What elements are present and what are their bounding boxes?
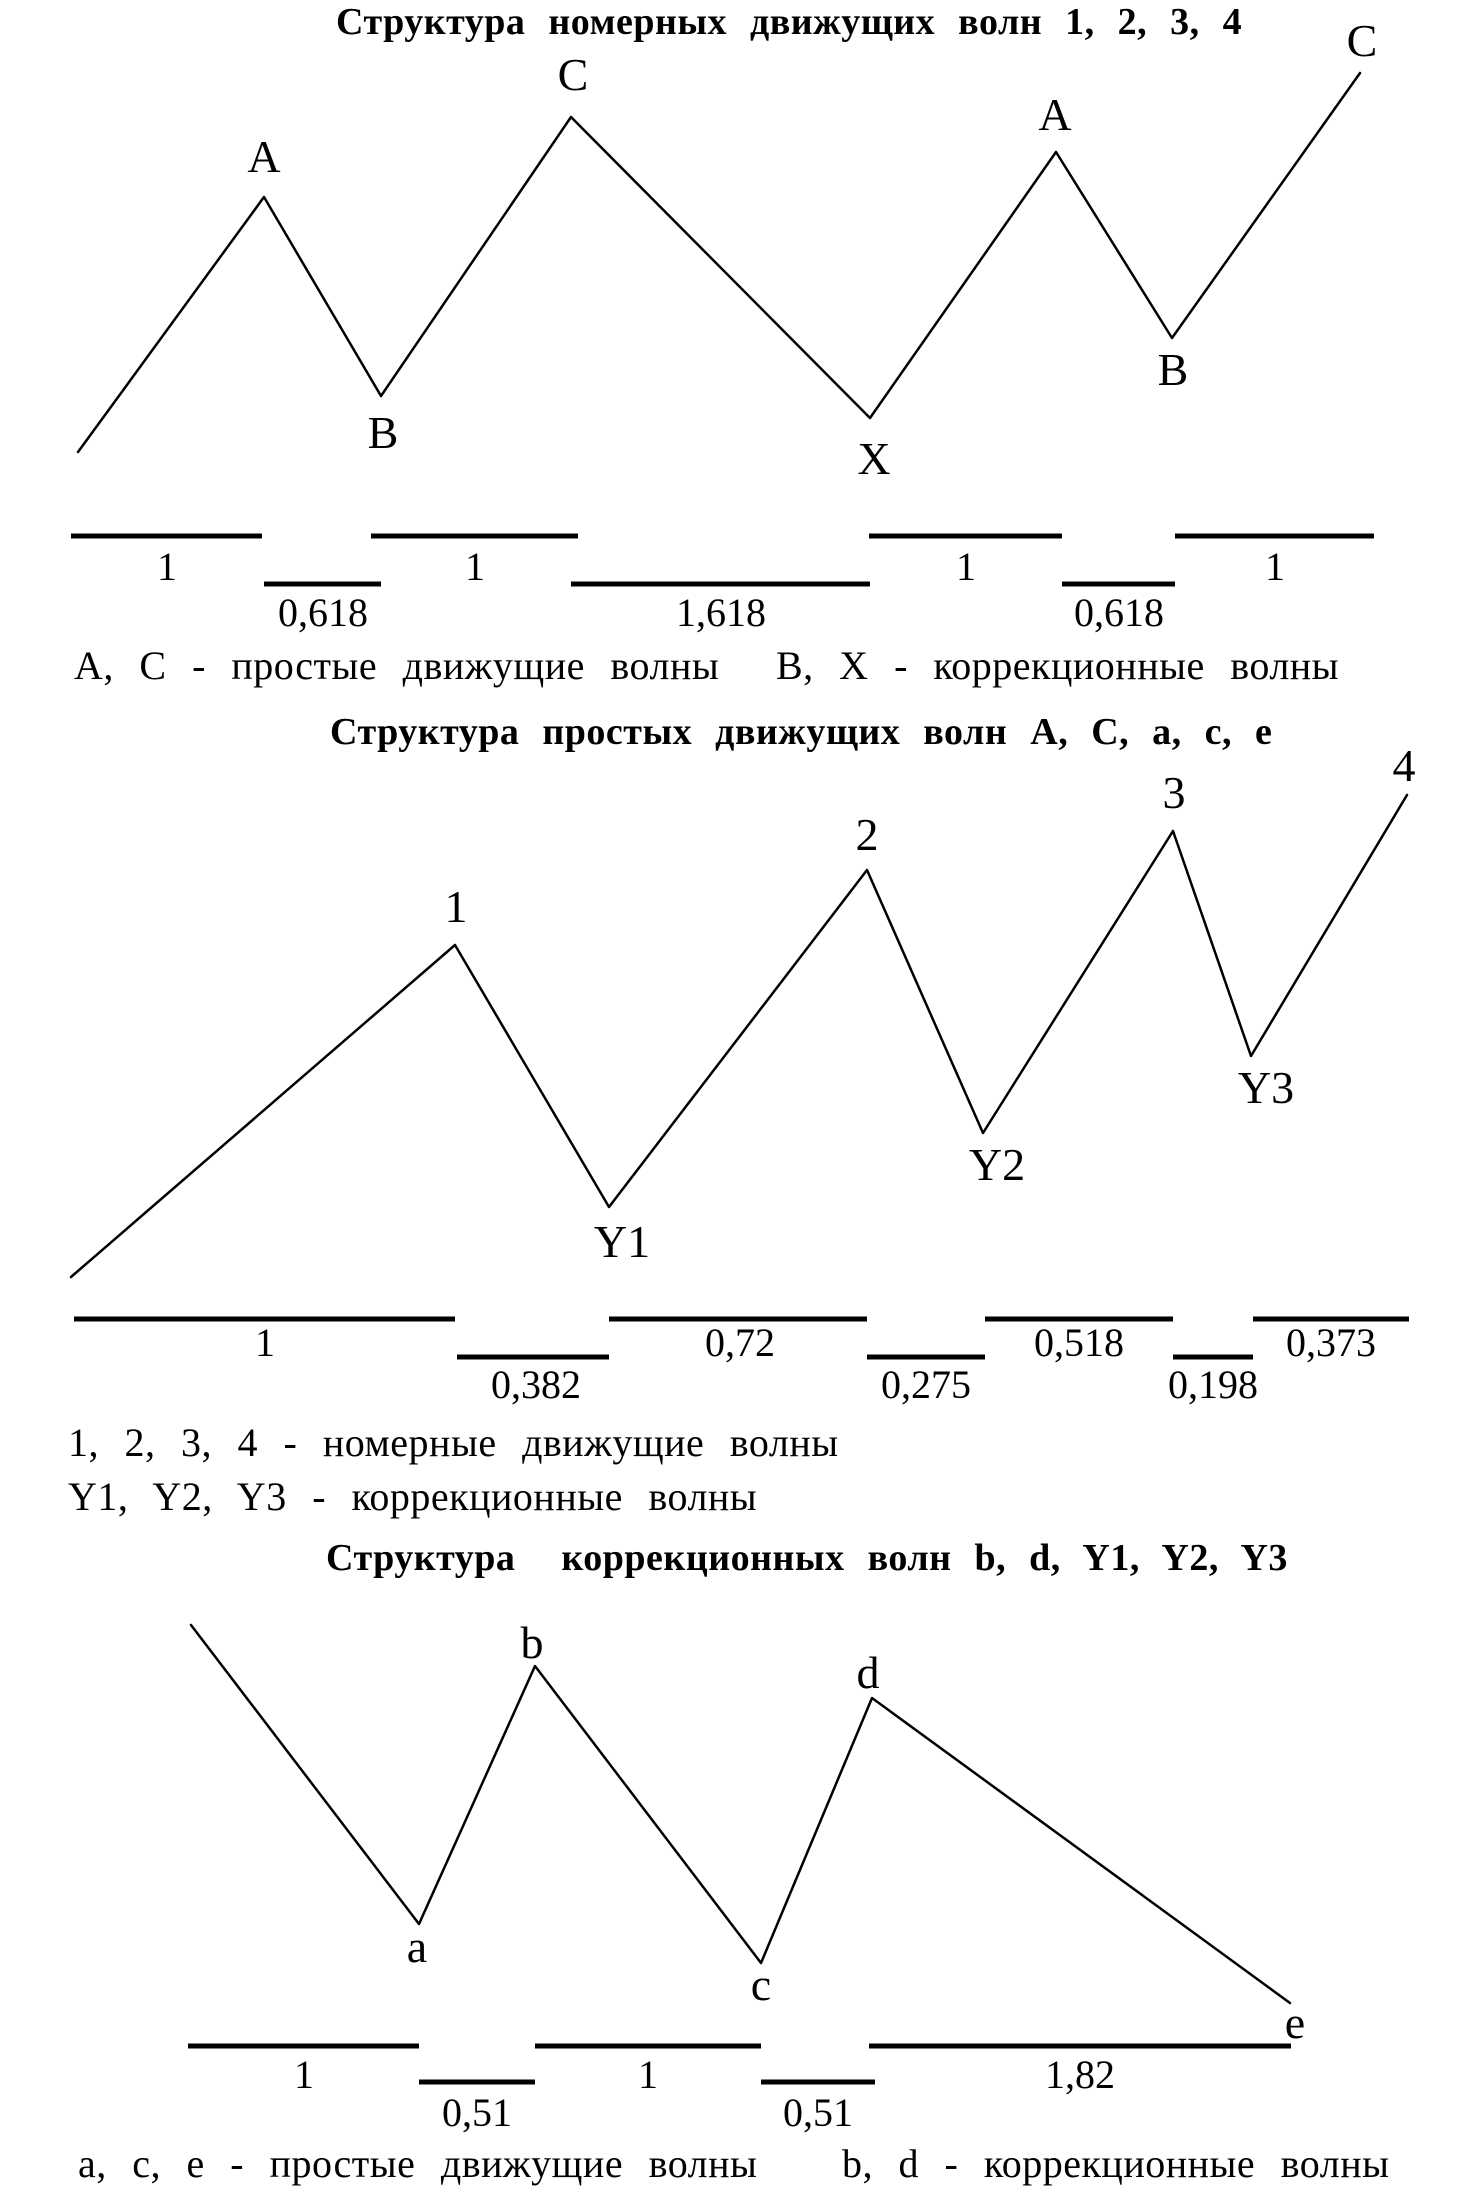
chart1-point-label-A2: А — [1038, 89, 1072, 140]
chart2-legend-corrective: Y1, Y2, Y3 - коррекционные волны — [68, 1474, 758, 1519]
chart1-ratio-bars — [71, 536, 1374, 584]
chart2-ratio-bottom-3: 0,198 — [1168, 1362, 1258, 1407]
chart3-legend-corrective: b, d - коррекционные волны — [842, 2141, 1390, 2186]
chart3-ratio-top-1: 1 — [294, 2052, 314, 2097]
chart3-ratio-bars — [188, 2046, 1291, 2082]
chart2-point-label-1: 1 — [444, 881, 468, 932]
chart2-point-label-Y1: Y1 — [593, 1216, 651, 1267]
chart1 — [71, 15, 1377, 635]
chart2-ratio-bottom-2: 0,275 — [881, 1362, 971, 1407]
chart2-point-label-Y2: Y2 — [968, 1139, 1026, 1190]
chart1-ratio-top-4: 1 — [1265, 544, 1285, 589]
chart1-ratio-top-3: 1 — [956, 544, 976, 589]
chart1-ratio-top-1: 1 — [157, 544, 177, 589]
chart1-ratio-bottom-1: 0,618 — [278, 590, 368, 635]
chart3 — [188, 1617, 1305, 2135]
chart3-point-label-e: e — [1284, 1997, 1306, 2048]
chart2-ratio-bottom-1: 0,382 — [491, 1362, 581, 1407]
chart3-point-label-a: a — [406, 1921, 428, 1972]
chart2-wave-line — [71, 795, 1407, 1277]
chart1-ratio-bottom-2: 1,618 — [676, 590, 766, 635]
chart3-point-label-c: c — [750, 1959, 772, 2010]
chart1-point-label-X: Х — [857, 433, 891, 484]
chart2-ratio-top-3: 0,518 — [1034, 1320, 1124, 1365]
chart1-point-label-A1: А — [247, 131, 281, 182]
chart2-ratio-top-4: 0,373 — [1286, 1320, 1376, 1365]
chart3-wave-line — [191, 1625, 1290, 2003]
chart1-ratio-top-2: 1 — [465, 544, 485, 589]
chart2-point-label-4: 4 — [1392, 740, 1416, 791]
chart2-point-label-Y3: Y3 — [1237, 1062, 1295, 1113]
chart1-point-label-B2: В — [1157, 344, 1189, 395]
chart3-legend-motive: а, с, е - простые движущие волны — [78, 2141, 758, 2186]
chart2-legend-motive: 1, 2, 3, 4 - номерные движущие волны — [68, 1420, 839, 1465]
chart3-ratio-bottom-1: 0,51 — [442, 2090, 512, 2135]
chart3-title: Структура коррекционных волн b, d, Y1, Y2, Y3 — [326, 1537, 1288, 1579]
chart1-point-label-C2: С — [1346, 15, 1378, 66]
chart1-title: Структура номерных движущих волн 1, 2, 3, 4 — [336, 1, 1243, 43]
chart2-title: Структура простых движущих волн А, С, а, с, е — [330, 711, 1273, 753]
chart3-ratio-top-2: 1 — [638, 2052, 658, 2097]
chart1-wave-line — [78, 73, 1360, 452]
chart3-point-label-b: b — [520, 1617, 544, 1668]
chart1-point-label-C1: С — [557, 49, 589, 100]
chart1-point-label-B1: В — [367, 407, 399, 458]
chart2-ratio-top-1: 1 — [255, 1320, 275, 1365]
chart3-ratio-top-3: 1,82 — [1045, 2052, 1115, 2097]
chart2-point-label-3: 3 — [1162, 767, 1186, 818]
chart2-point-label-2: 2 — [855, 809, 879, 860]
chart2-ratio-top-2: 0,72 — [705, 1320, 775, 1365]
chart1-legend-motive: А, С - простые движущие волны — [74, 643, 720, 688]
chart3-point-label-d: d — [856, 1647, 880, 1698]
chart1-legend-corrective: В, Х - коррекционные волны — [776, 643, 1340, 688]
chart2 — [71, 740, 1416, 1407]
chart3-ratio-bottom-2: 0,51 — [783, 2090, 853, 2135]
chart1-ratio-bottom-3: 0,618 — [1074, 590, 1164, 635]
